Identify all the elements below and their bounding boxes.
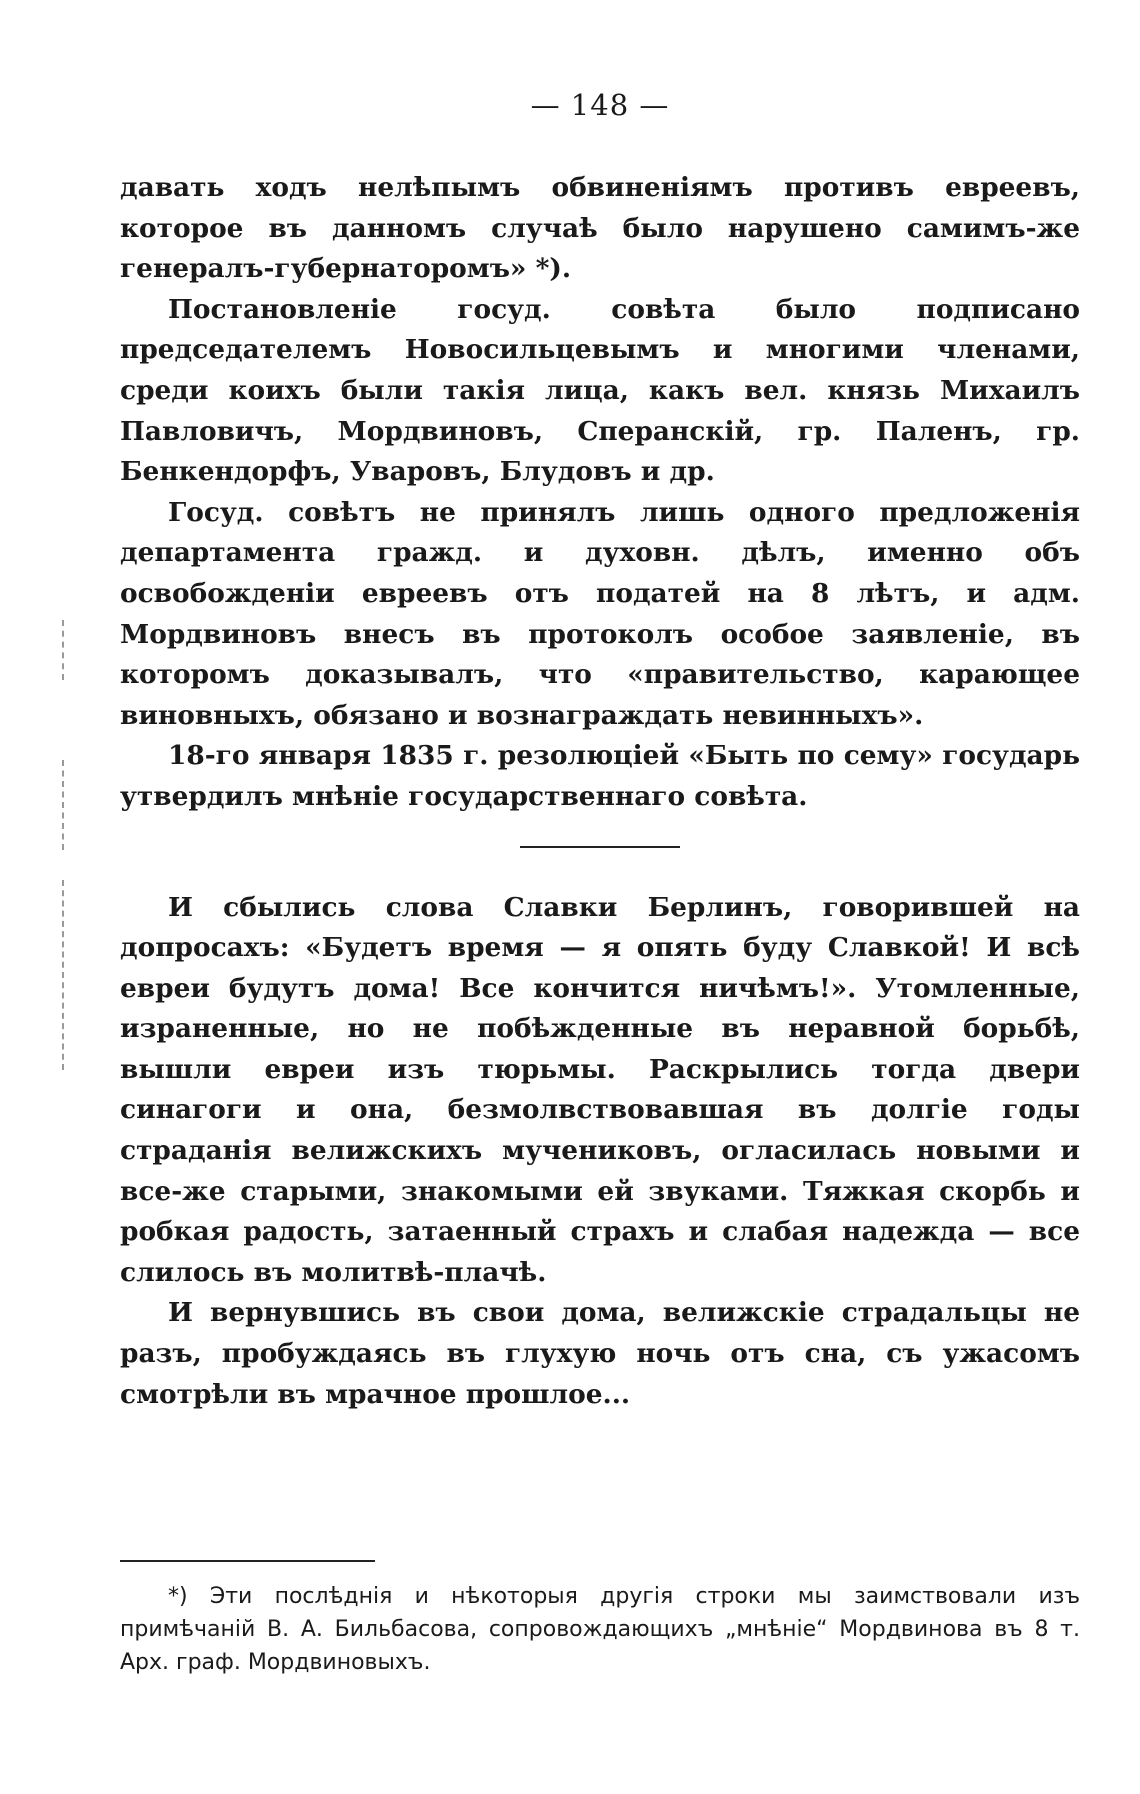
margin-pencil-mark: [62, 880, 64, 1070]
page-number: — 148 —: [530, 88, 670, 122]
paragraph-approval-date: 18-го января 1835 г. резолюцiей «Быть по сему» государь утвердилъ мнѣнiе государственнаго совѣта.: [120, 740, 1080, 812]
footnote-text: *) Эти послѣднiя и нѣкоторыя другiя строки мы заимствовали изъ примѣчанiй В. А. Бильбасова, сопровождающихъ „мнѣнiе“ Мордвинова въ 8 т. Арх. граф. Мордвиновыхъ.: [120, 1584, 1080, 1675]
footnote: [120, 1580, 1080, 1679]
margin-pencil-mark: [62, 620, 64, 680]
paragraph-closing: И вернувшись въ свои дома, велижскiе страдальцы не разъ, пробуждаясь въ глухую ночь отъ сна, съ ужасомъ смотрѣли въ мрачное прошлое...: [120, 1297, 1080, 1410]
paragraph-slavka-words: И сбылись слова Славки Берлинъ, говорившей на допросахъ: «Будетъ время — я опять буду Славкой! И всѣ евреи будутъ дома! Все кончится ничѣмъ!». Утомленные, израненные, но не побѣжденные въ неравной борьбѣ, вышли евреи изъ тюрьмы. Раскрылись тогда двери синагоги и она, безмолвствовавшая въ долгiе годы страданiя велижскихъ мучениковъ, огласилась новыми и все-же старыми, знакомыми ей звуками. Тяжкая скорбь и робкая радость, затаенный страхъ и слабая надежда — все слилось въ молитвѣ-плачѣ.: [120, 891, 1080, 1288]
main-text: [120, 168, 1080, 1415]
margin-pencil-mark: [62, 760, 64, 850]
paragraph-council-resolution: Постановленiе госуд. совѣта было подписано председателемъ Новосильцевымъ и многими членами, среди коихъ были такiя лица, какъ вел. князь Михаилъ Павловичъ, Мордвиновъ, Сперанскiй, гр. Паленъ, гр. Бенкендорфъ, Уваровъ, Блудовъ и др.: [120, 293, 1080, 488]
book-page: [120, 0, 1080, 1794]
section-divider: [520, 846, 680, 848]
footnote-divider: [120, 1560, 375, 1562]
paragraph-tax-proposal: Госуд. совѣтъ не принялъ лишь одного предложенiя департамента гражд. и духовн. дѣлъ, именно объ освобожденiи евреевъ отъ податей на 8 лѣтъ, и адм. Мордвиновъ внесъ въ протоколъ особое заявленiе, въ которомъ доказывалъ, что «правительство, карающее виновныхъ, обязано и вознаграждать невинныхъ».: [120, 496, 1080, 731]
paragraph-continuation: давать ходъ нелѣпымъ обвиненiямъ противъ евреевъ, которое въ данномъ случаѣ было нарушено самимъ-же генералъ-губернаторомъ» *).: [120, 172, 1080, 285]
